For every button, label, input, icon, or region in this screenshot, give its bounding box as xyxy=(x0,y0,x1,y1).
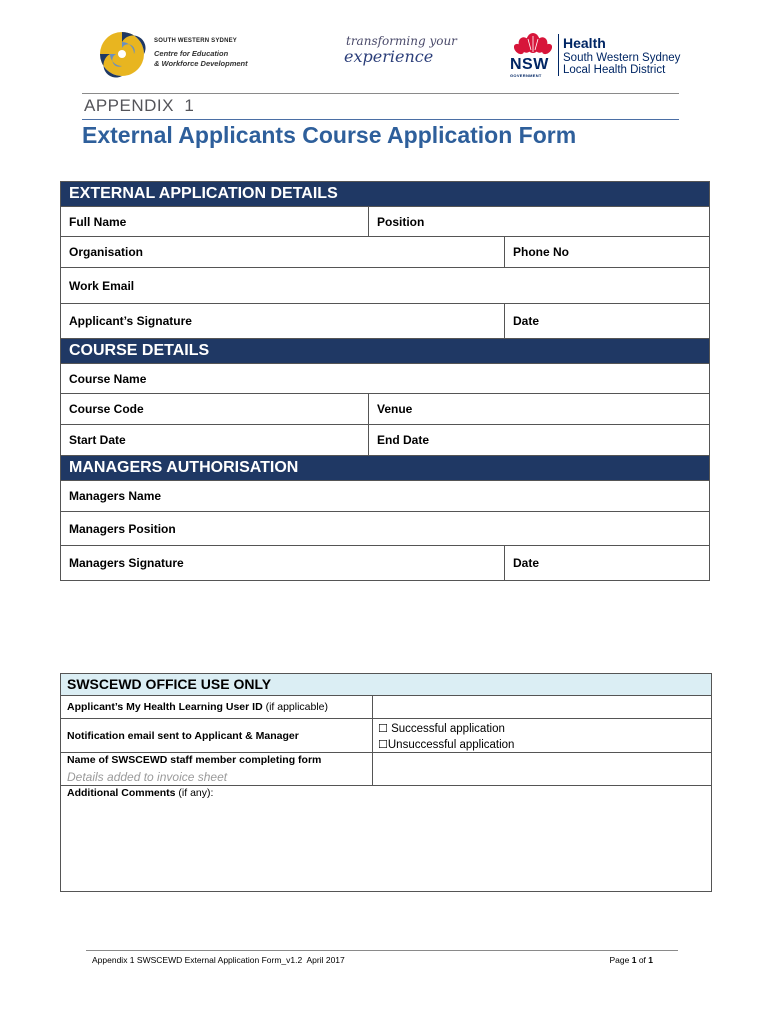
title-rule xyxy=(82,119,679,120)
logo-center-line1: transforming your xyxy=(346,34,457,48)
row-managers-signature xyxy=(61,546,709,581)
unsuccessful-checkbox[interactable] xyxy=(378,738,514,751)
managers-signature-label: Managers Signature xyxy=(69,556,184,570)
footer-document-reference: Appendix 1 SWSCEWD External Application Form_v1.2 April 2017 xyxy=(92,955,345,965)
position-field[interactable] xyxy=(369,207,424,236)
course-name-label: Course Name xyxy=(69,371,147,386)
row-organisation xyxy=(61,237,709,268)
swsyd-swirl-icon xyxy=(98,30,146,78)
applicant-signature-field[interactable] xyxy=(61,304,192,338)
notification-field[interactable] xyxy=(67,730,299,742)
managers-name-field[interactable] xyxy=(61,481,161,511)
row-course-code xyxy=(61,394,709,425)
logo-left-line2: Centre for Education xyxy=(154,49,229,58)
start-date-field[interactable] xyxy=(61,425,126,455)
managers-authorisation-heading: MANAGERS AUTHORISATION xyxy=(61,456,709,481)
logo-government-text: GOVERNMENT xyxy=(510,73,542,78)
row-full-name xyxy=(61,207,709,237)
footer-rule xyxy=(86,950,678,951)
logo-left-line3: & Workforce Development xyxy=(154,59,248,68)
checkbox-icon: ☐ xyxy=(378,738,388,751)
organisation-label: Organisation xyxy=(69,245,144,259)
logo-district-text xyxy=(563,52,680,76)
course-details-heading: COURSE DETAILS xyxy=(61,339,709,364)
full-name-label: Full Name xyxy=(69,214,127,229)
header-rule xyxy=(82,93,679,94)
office-use-table xyxy=(60,673,712,892)
swsyd-cewd-logo xyxy=(98,30,258,78)
appendix-label: APPENDIX 1 xyxy=(84,96,195,115)
additional-comments-note: (if any): xyxy=(175,787,214,799)
office-use-heading: SWSCEWD OFFICE USE ONLY xyxy=(61,674,711,696)
page-title: External Applicants Course Application Form xyxy=(82,122,577,148)
page-current: 1 xyxy=(631,955,637,965)
logo-health-text: Health xyxy=(563,35,606,51)
external-details-table xyxy=(60,181,710,581)
end-date-label: End Date xyxy=(377,433,430,447)
user-id-label: Applicant’s My Health Learning User ID xyxy=(67,701,263,713)
row-work-email xyxy=(61,268,709,304)
applicant-signature-label: Applicant’s Signature xyxy=(69,314,192,328)
row-managers-position xyxy=(61,512,709,546)
checkbox-icon: ☐ xyxy=(378,722,388,735)
managers-date-label: Date xyxy=(513,556,540,570)
row-divider xyxy=(61,752,711,753)
work-email-field[interactable] xyxy=(61,268,134,303)
managers-signature-field[interactable] xyxy=(61,546,184,580)
full-name-field[interactable] xyxy=(61,207,126,236)
invoice-hint: Details added to invoice sheet xyxy=(67,770,228,784)
phone-label: Phone No xyxy=(513,245,569,259)
unsuccessful-label: Unsuccessful application xyxy=(387,739,515,751)
course-name-field[interactable] xyxy=(61,364,146,393)
logo-center-line2: experience xyxy=(344,47,434,66)
logo-divider xyxy=(558,34,559,76)
start-date-label: Start Date xyxy=(69,433,126,447)
managers-date-field[interactable] xyxy=(505,546,539,580)
work-email-label: Work Email xyxy=(69,278,135,293)
staff-member-field[interactable] xyxy=(67,754,321,766)
page-prefix: Page xyxy=(609,955,632,965)
applicant-date-label: Date xyxy=(513,314,540,328)
logo-left-line1: SOUTH WESTERN SYDNEY xyxy=(154,38,238,44)
external-details-heading: EXTERNAL APPLICATION DETAILS xyxy=(61,182,709,207)
applicant-date-field[interactable] xyxy=(505,304,539,338)
footer-page-number xyxy=(610,955,654,965)
venue-label: Venue xyxy=(377,402,413,416)
page-of: of xyxy=(636,955,649,965)
user-id-note: (if applicable) xyxy=(262,701,329,713)
logo-left-subtitle xyxy=(154,49,248,69)
managers-position-label: Managers Position xyxy=(69,521,176,536)
position-label: Position xyxy=(377,214,425,229)
row-start-date xyxy=(61,425,709,456)
staff-member-label: Name of SWSCEWD staff member completing form xyxy=(67,754,322,766)
logo-nsw-text: NSW xyxy=(510,56,549,73)
additional-comments-label: Additional Comments xyxy=(67,787,176,799)
user-id-field[interactable] xyxy=(67,701,328,713)
phone-field[interactable] xyxy=(505,237,569,267)
managers-position-field[interactable] xyxy=(61,512,176,545)
row-applicant-signature xyxy=(61,304,709,339)
successful-label: Successful application xyxy=(391,723,505,735)
page-total: 1 xyxy=(648,955,653,965)
nsw-health-logo xyxy=(510,30,685,78)
successful-checkbox[interactable] xyxy=(378,722,505,735)
transforming-your-experience-logo xyxy=(342,34,457,70)
row-divider xyxy=(61,785,711,786)
logo-district-line2: Local Health District xyxy=(563,64,666,76)
waratah-icon xyxy=(514,30,552,56)
row-managers-name xyxy=(61,481,709,512)
column-divider xyxy=(372,696,373,785)
row-divider xyxy=(61,718,711,719)
venue-field[interactable] xyxy=(369,394,412,424)
course-code-field[interactable] xyxy=(61,394,144,424)
notification-label: Notification email sent to Applicant & Manager xyxy=(67,730,299,742)
managers-name-label: Managers Name xyxy=(69,489,162,503)
organisation-field[interactable] xyxy=(61,237,143,267)
end-date-field[interactable] xyxy=(369,425,429,455)
additional-comments-field[interactable] xyxy=(67,787,213,799)
course-code-label: Course Code xyxy=(69,402,144,416)
row-course-name xyxy=(61,364,709,394)
logo-district-line1: South Western Sydney xyxy=(563,52,681,64)
